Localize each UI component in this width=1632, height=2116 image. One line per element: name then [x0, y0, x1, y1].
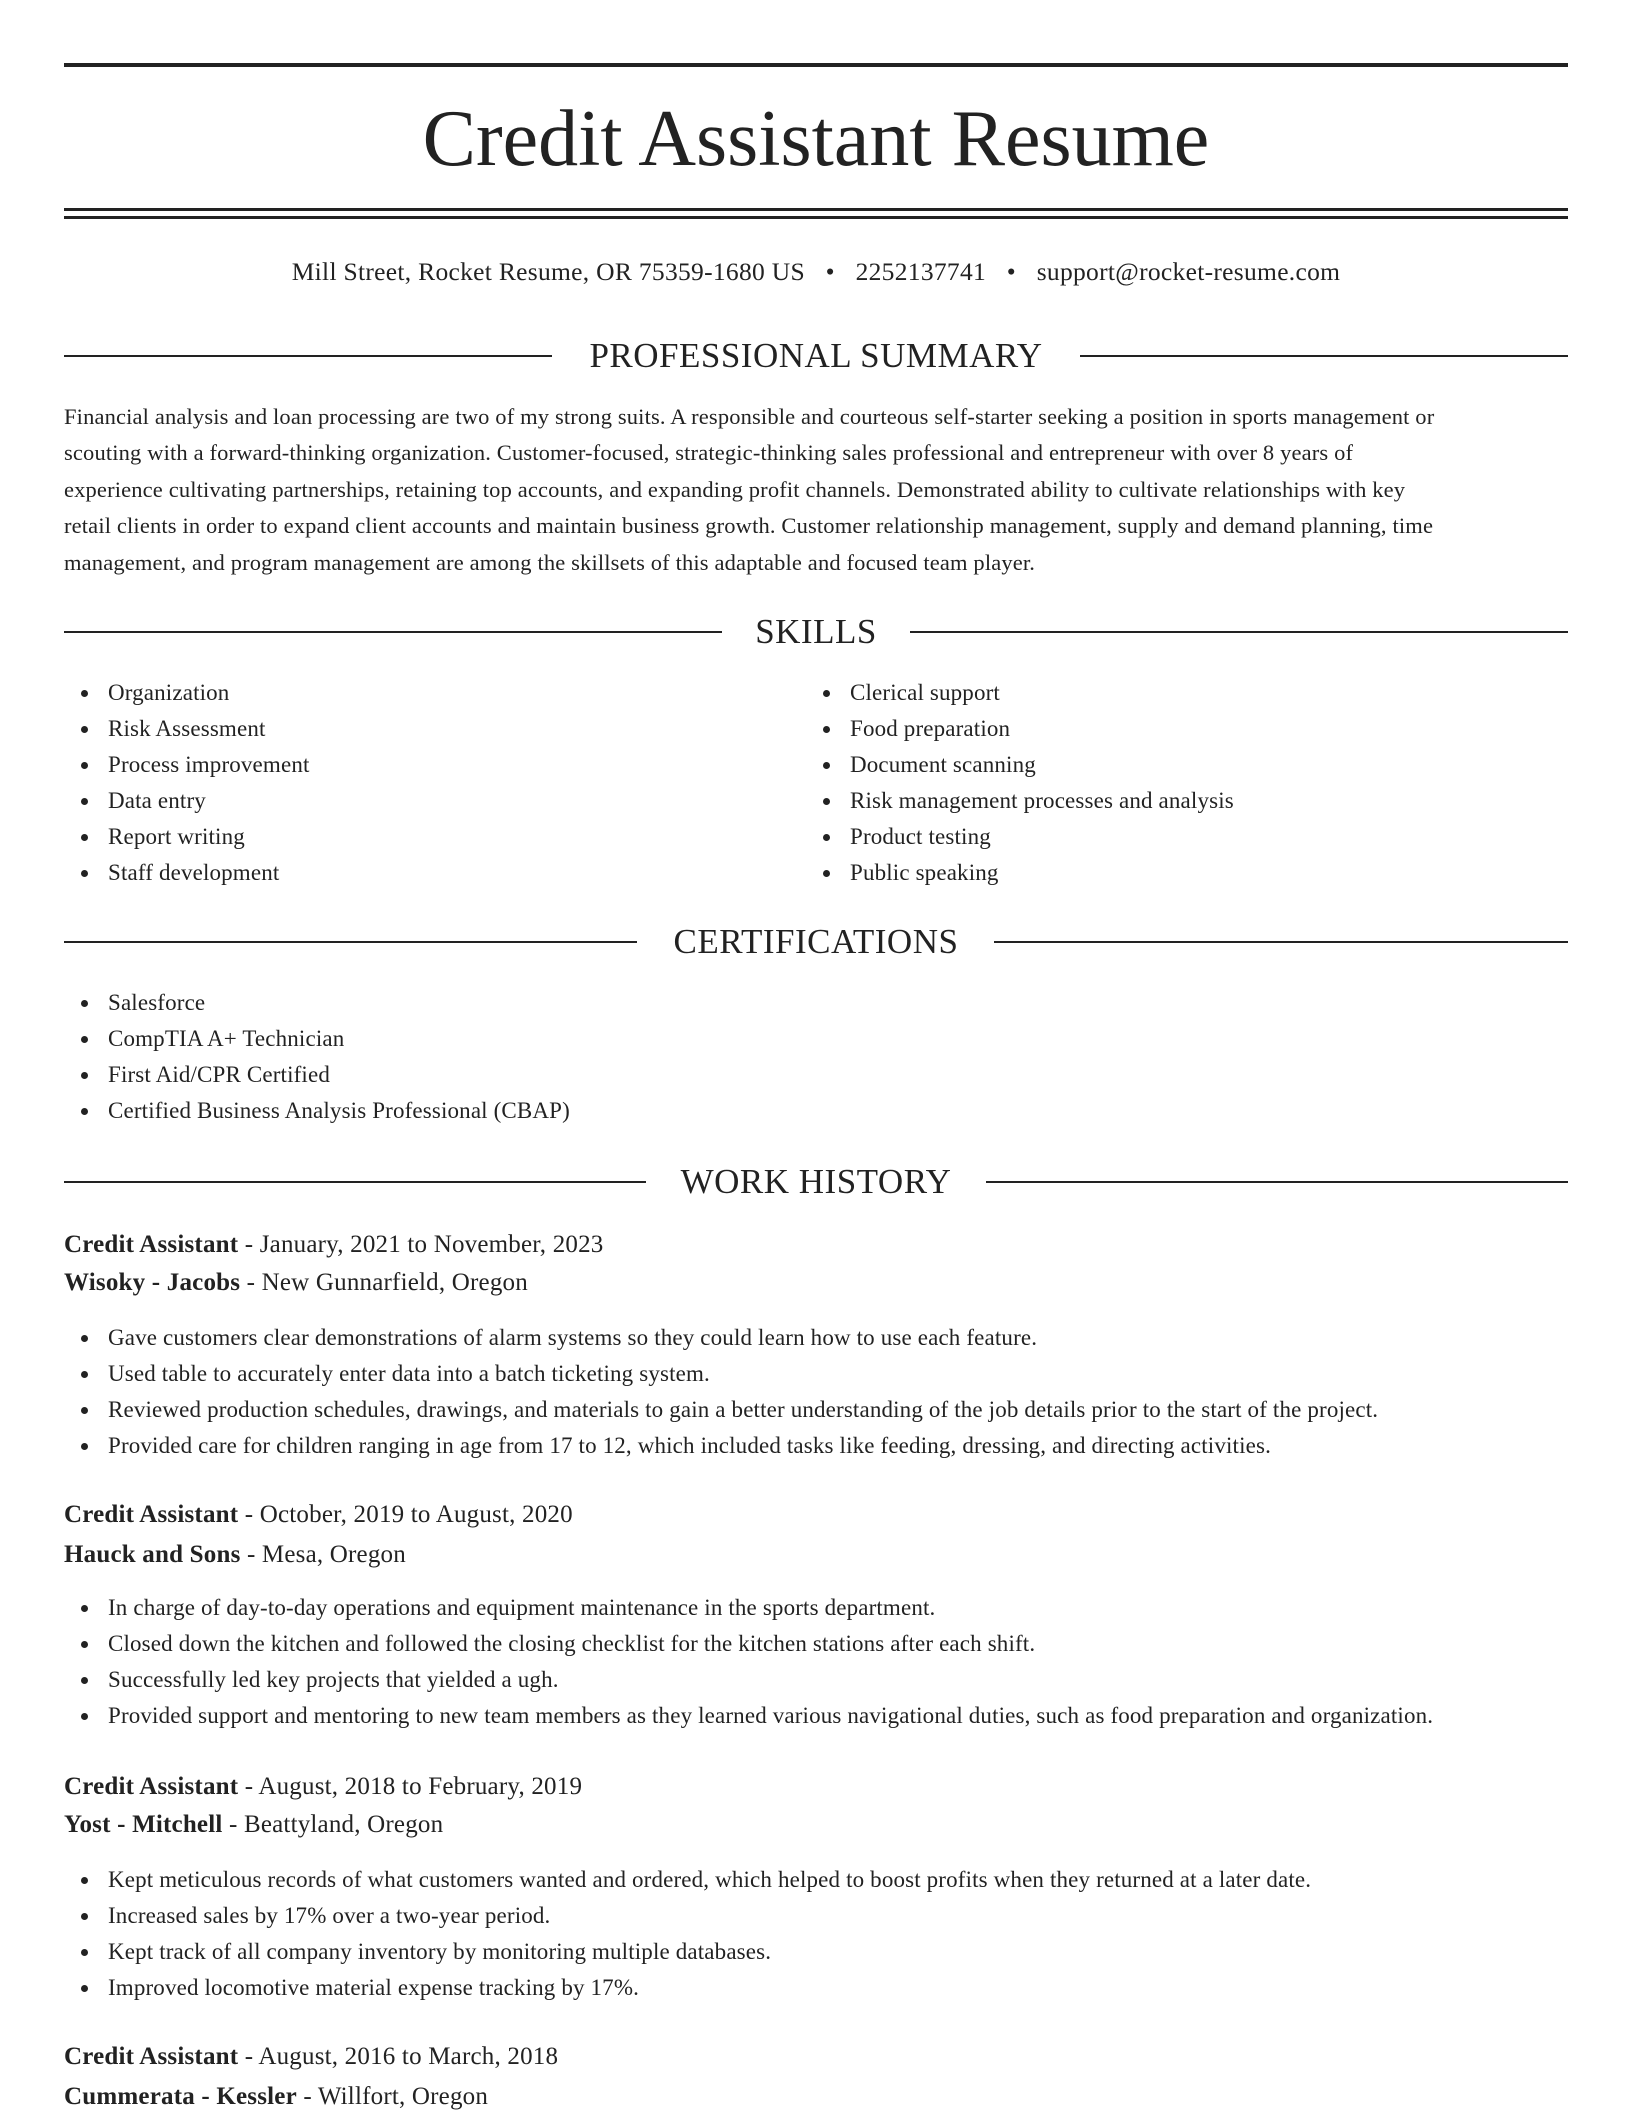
contact-address: Mill Street, Rocket Resume, OR 75359-1680 US	[291, 257, 805, 286]
summary-line: Financial analysis and loan processing are two of my strong suits. A responsible and courteous self-starter seeking a position in sports management or	[64, 404, 1435, 429]
job-bullet: Reviewed production schedules, drawings, and materials to gain a better understanding of the job details prior to the start of the project.	[108, 1392, 1378, 1428]
section-heading-summary	[64, 334, 1568, 378]
section-title: SKILLS	[755, 612, 877, 651]
certification-item: Salesforce	[108, 985, 570, 1021]
job-location: - Beattyland, Oregon	[222, 1811, 444, 1838]
skill-item: Clerical support	[850, 675, 1234, 711]
summary-paragraph	[64, 399, 1568, 581]
job-bullets	[64, 1320, 1378, 1464]
job-location: - Willfort, Oregon	[296, 2083, 489, 2110]
job-bullet: Provided support and mentoring to new team members as they learned various navigational duties, such as food preparation and organization.	[108, 1698, 1433, 1734]
job-dates: - August, 2016 to March, 2018	[238, 2043, 559, 2070]
job-bullet: Closed down the kitchen and followed the closing checklist for the kitchen stations after each shift.	[108, 1626, 1433, 1662]
job-company: Yost - Mitchell	[64, 1811, 223, 1838]
skills-list-right	[806, 675, 1234, 891]
summary-line: retail clients in order to expand client accounts and maintain business growth. Customer relationship management, supply and demand planning, time	[64, 513, 1434, 539]
job-title-line	[64, 2038, 1568, 2076]
job-bullets	[64, 1590, 1433, 1734]
summary-line: management, and program management are among the skillsets of this adaptable and focused team player.	[64, 549, 1036, 575]
resume-title: Credit Assistant Resume	[422, 95, 1210, 183]
skill-item: Report writing	[108, 819, 310, 855]
job-company-line	[64, 1264, 1568, 1302]
section-title: CERTIFICATIONS	[673, 922, 959, 961]
job-company-line	[64, 1536, 1568, 1574]
skill-item: Process improvement	[108, 747, 310, 783]
job-title: Credit Assistant	[64, 1773, 239, 1800]
job-title-line	[64, 1768, 1568, 1806]
section-heading-work-history	[64, 1160, 1568, 1204]
skills-list-left	[64, 675, 310, 891]
job-bullets	[64, 1862, 1311, 2006]
certification-item: Certified Business Analysis Professional (CBAP)	[108, 1093, 570, 1129]
job-bullet: Increased sales by 17% over a two-year period.	[108, 1898, 1311, 1934]
heading-rule-right	[994, 941, 1568, 943]
job-dates: - October, 2019 to August, 2020	[238, 1501, 573, 1528]
skill-item: Product testing	[850, 819, 1234, 855]
job-title-line	[64, 1496, 1568, 1534]
job-bullet: Successfully led key projects that yielded a ugh.	[108, 1662, 1433, 1698]
skill-item: Food preparation	[850, 711, 1234, 747]
contact-separator: •	[825, 257, 835, 286]
skill-item: Staff development	[108, 855, 310, 891]
skill-item: Risk Assessment	[108, 711, 310, 747]
title-rule-upper	[64, 208, 1568, 211]
summary-line: experience cultivating partnerships, retaining top accounts, and expanding profit channels. Demonstrated ability to cultivate relationships with key	[64, 476, 1406, 502]
skill-item: Public speaking	[850, 855, 1234, 891]
job-company: Wisoky - Jacobs	[64, 1269, 241, 1296]
job-bullet: Provided care for children ranging in age from 17 to 12, which included tasks like feeding, dressing, and directing activities.	[108, 1428, 1378, 1464]
skill-item: Document scanning	[850, 747, 1234, 783]
job-location: - New Gunnarfield, Oregon	[240, 1269, 528, 1296]
job-location: - Mesa, Oregon	[240, 1541, 406, 1568]
summary-line: scouting with a forward-thinking organization. Customer-focused, strategic-thinking sales professional and entrepreneur with over 8 years of	[64, 440, 1354, 466]
skill-item: Risk management processes and analysis	[850, 783, 1234, 819]
job-bullet: Kept meticulous records of what customers wanted and ordered, which helped to boost profits when they returned at a later date.	[108, 1862, 1311, 1898]
contact-separator: •	[1006, 257, 1016, 286]
job-bullet: Gave customers clear demonstrations of alarm systems so they could learn how to use each feature.	[108, 1320, 1378, 1356]
certifications-list	[64, 985, 570, 1129]
heading-rule-right	[1080, 355, 1568, 357]
skill-item: Data entry	[108, 783, 310, 819]
job-bullet: In charge of day-to-day operations and equipment maintenance in the sports department.	[108, 1590, 1433, 1626]
top-rule	[64, 63, 1568, 67]
job-title: Credit Assistant	[64, 1231, 239, 1258]
job-bullet: Used table to accurately enter data into a batch ticketing system.	[108, 1356, 1378, 1392]
skill-item: Organization	[108, 675, 310, 711]
certification-item: CompTIA A+ Technician	[108, 1021, 570, 1057]
contact-email: support@rocket-resume.com	[1036, 257, 1341, 286]
certification-item: First Aid/CPR Certified	[108, 1057, 570, 1093]
section-title: WORK HISTORY	[680, 1162, 952, 1201]
job-company-line	[64, 1806, 1568, 1844]
heading-rule-right	[986, 1181, 1568, 1183]
job-title: Credit Assistant	[64, 2043, 239, 2070]
job-dates: - January, 2021 to November, 2023	[238, 1231, 604, 1258]
contact-phone: 2252137741	[855, 257, 987, 286]
job-title-line	[64, 1226, 1568, 1264]
job-dates: - August, 2018 to February, 2019	[238, 1773, 583, 1800]
section-heading-certifications	[64, 920, 1568, 964]
section-title: PROFESSIONAL SUMMARY	[589, 336, 1043, 375]
job-company: Cummerata - Kessler	[64, 2083, 297, 2110]
contact-line	[64, 252, 1568, 292]
job-title: Credit Assistant	[64, 1501, 239, 1528]
job-bullet: Kept track of all company inventory by monitoring multiple databases.	[108, 1934, 1311, 1970]
section-heading-skills	[64, 610, 1568, 654]
job-company: Hauck and Sons	[64, 1541, 241, 1568]
job-company-line	[64, 2078, 1568, 2116]
job-bullet: Improved locomotive material expense tracking by 17%.	[108, 1970, 1311, 2006]
title-rule-lower	[64, 216, 1568, 219]
heading-rule-right	[910, 631, 1568, 633]
